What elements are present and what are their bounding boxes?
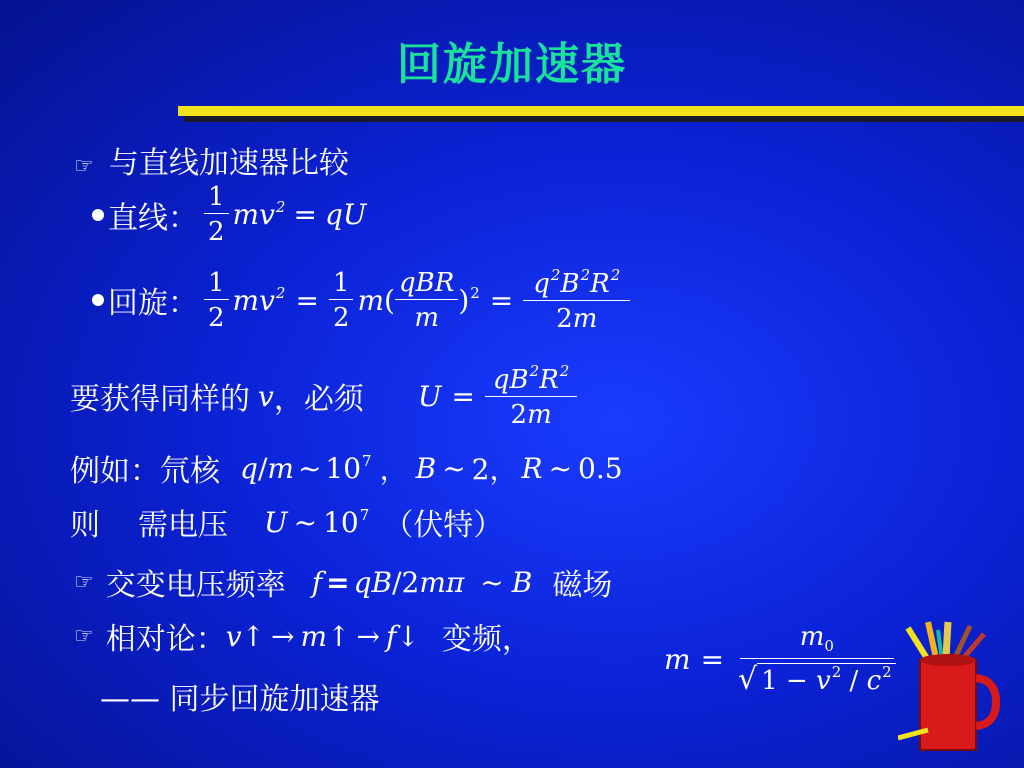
line-frequency: ☞ 交变电压频率 f = qB ∕ 2 mπ ~ B 磁场 bbox=[74, 560, 612, 604]
sync-text: —— 同步回旋加速器 bbox=[100, 682, 380, 717]
relativity-label: 相对论： bbox=[105, 622, 226, 657]
bullet-dot bbox=[92, 294, 104, 306]
pointing-hand-icon: ☞ bbox=[74, 569, 94, 595]
line-then: 则 需电压 U ~ $10^7$ （伏特） bbox=[70, 500, 503, 544]
line-compare bbox=[74, 138, 349, 182]
field-word: 磁场 bbox=[552, 568, 613, 603]
voltage-label: 需电压 bbox=[138, 508, 228, 543]
relativistic-mass-formula: m = $\frac{m_0}{√ 1 - v^2 / c^2}$ bbox=[664, 624, 900, 695]
line-example: 例如：氘核 q ∕ m ~ $10^7$ ， B ~ 2， R ~ 0.5 bbox=[70, 446, 623, 490]
bullet-dot bbox=[92, 209, 104, 221]
pencil-cup-icon bbox=[898, 620, 1008, 760]
slide-title: 回旋加速器 bbox=[397, 39, 627, 90]
need-suffix: ，必须 bbox=[273, 382, 364, 417]
linear-label: 直线： bbox=[108, 200, 198, 236]
need-prefix: 要获得同样的 bbox=[70, 382, 250, 417]
alternating-label: 交变电压频率 bbox=[105, 568, 286, 603]
then-label: 则 bbox=[70, 508, 100, 543]
example-label: 例如：氘核 bbox=[70, 454, 220, 489]
freq-change: 变频， bbox=[441, 622, 532, 657]
line-linear bbox=[92, 184, 366, 245]
compare-text: 与直线加速器比较 bbox=[108, 146, 349, 181]
cyclotron-label: 回旋： bbox=[108, 286, 198, 321]
cyclotron-formula: $\frac{1}{2}$ $mv^2$ = $\frac{1}{2}$ m ( $\frac{\text{qBR}}{m}$ )$^2$ = $\frac{q^2B^2R^2}{2m}$ bbox=[204, 268, 630, 332]
title-rule bbox=[178, 106, 1024, 116]
line-cyclotron bbox=[92, 268, 630, 332]
linear-formula: $\frac{1}{2}$ $mv^2$ = qU bbox=[204, 184, 366, 245]
line-relativity: ☞ 相对论： v ↑ → m ↑ → f ↓ 变频， bbox=[74, 614, 532, 658]
pointing-hand-icon: ☞ bbox=[74, 623, 94, 649]
voltage-formula: U = $\frac{qB^2R^2}{2m}$ bbox=[418, 364, 578, 428]
line-need: 要获得同样的 v ，必须 U = $\frac{qB^2R^2}{2m}$ bbox=[70, 364, 577, 428]
line-sync bbox=[100, 674, 380, 718]
pointing-hand-icon: ☞ bbox=[74, 154, 94, 179]
